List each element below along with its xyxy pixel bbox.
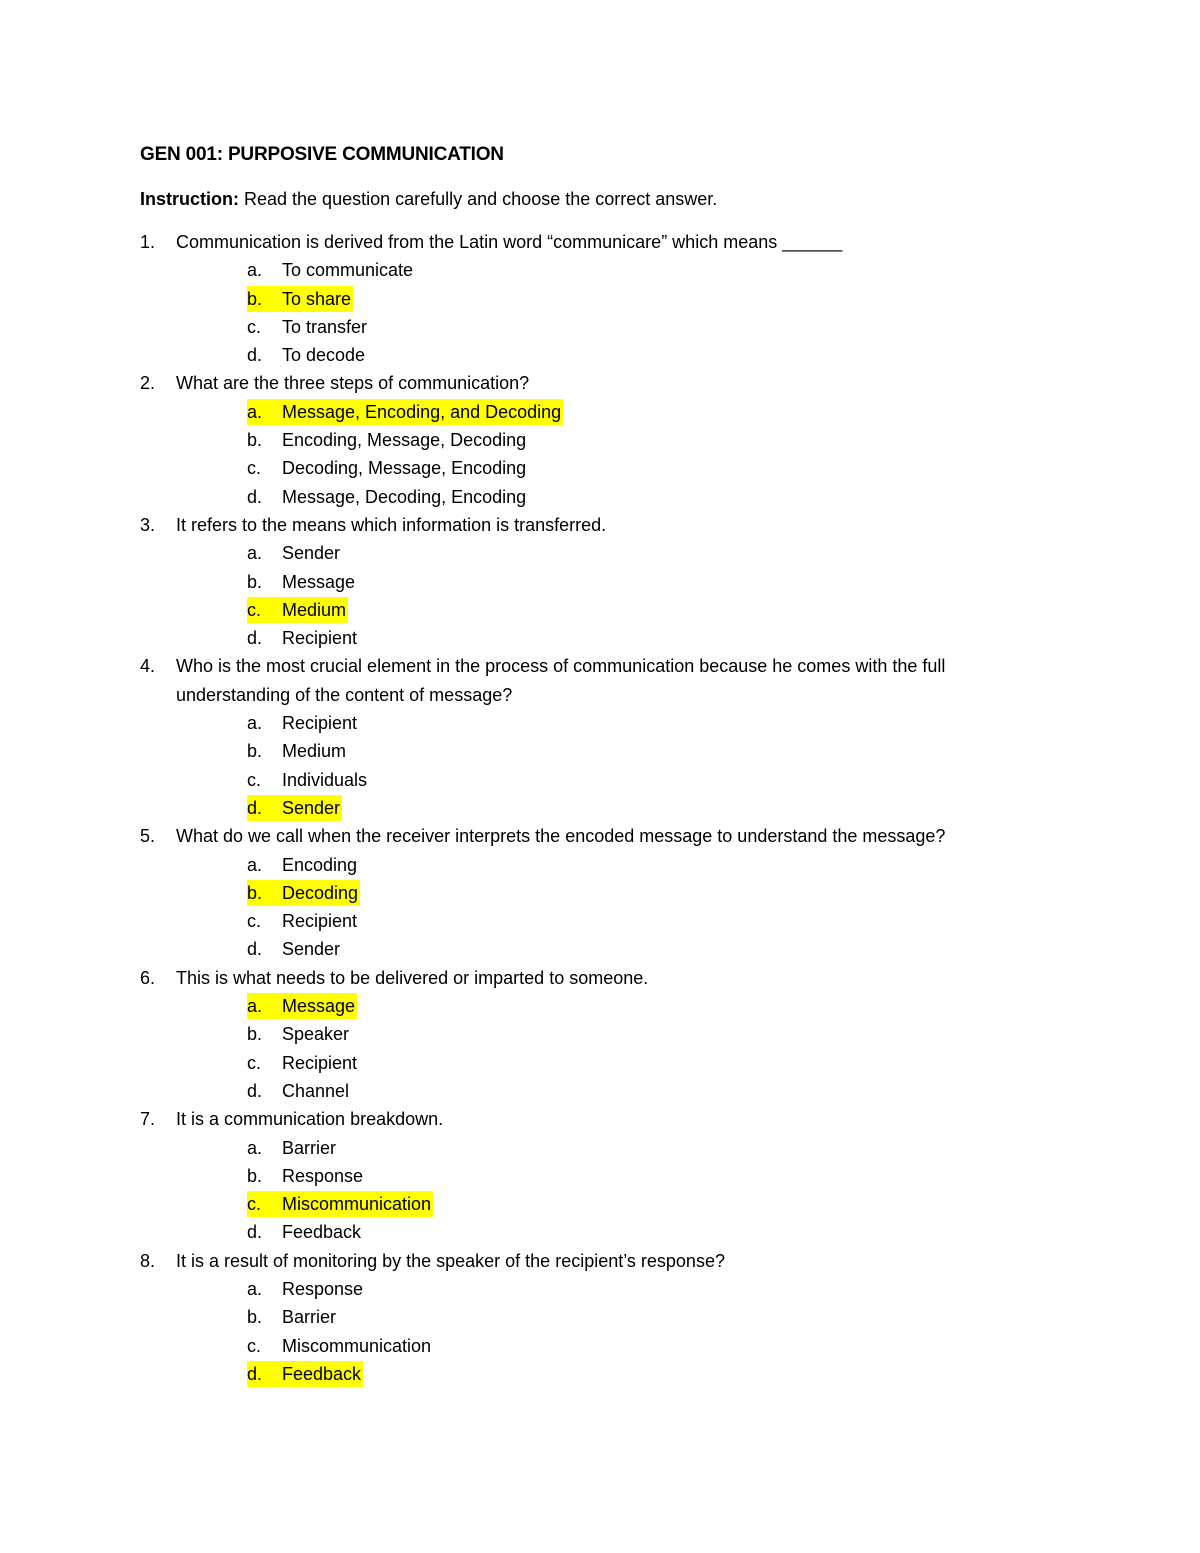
question-item xyxy=(140,822,1060,963)
option-text: To transfer xyxy=(282,316,368,337)
answer-option xyxy=(247,1020,1060,1048)
option-letter: b. xyxy=(247,288,263,309)
question-text: What are the three steps of communication? xyxy=(176,373,530,394)
option-letter: c. xyxy=(247,769,262,790)
option-text: Message, Decoding, Encoding xyxy=(282,486,527,507)
option-text: Encoding, Message, Decoding xyxy=(282,430,527,451)
option-text: Channel xyxy=(282,1080,350,1101)
option-letter: b. xyxy=(247,430,263,451)
answer-body xyxy=(247,625,359,651)
answer-option xyxy=(247,426,1060,454)
answer-option-correct xyxy=(247,596,1060,624)
option-letter: d. xyxy=(247,939,263,960)
option-letter: d. xyxy=(247,628,263,649)
answer-option xyxy=(247,1049,1060,1077)
option-letter: c. xyxy=(247,1335,262,1356)
instruction-text: Read the question carefully and choose the correct answer. xyxy=(239,189,718,209)
question-number: 2. xyxy=(140,373,156,394)
answer-body xyxy=(247,484,528,510)
option-letter: b. xyxy=(247,882,263,903)
answer-body xyxy=(247,1078,351,1104)
answer-option xyxy=(247,1303,1060,1331)
option-letter: d. xyxy=(247,1222,263,1243)
answer-body xyxy=(247,738,348,764)
option-text: Recipient xyxy=(282,628,358,649)
option-letter: b. xyxy=(247,1165,263,1186)
question-item xyxy=(140,1105,1060,1246)
option-letter: c. xyxy=(247,458,262,479)
option-text: Decoding xyxy=(282,882,359,903)
option-text: Response xyxy=(282,1165,364,1186)
question-text: It is a result of monitoring by the speaker of the recipient’s response? xyxy=(176,1250,725,1271)
option-list xyxy=(176,992,1060,1105)
answer-highlight xyxy=(247,795,342,821)
answer-option-correct xyxy=(247,794,1060,822)
option-text: Sender xyxy=(282,543,341,564)
answer-option xyxy=(247,1077,1060,1105)
answer-body xyxy=(247,1021,351,1047)
question-item xyxy=(140,964,1060,1105)
answer-option xyxy=(247,313,1060,341)
option-letter: a. xyxy=(247,1278,263,1299)
option-text: Feedback xyxy=(282,1363,362,1384)
answer-body xyxy=(247,710,359,736)
answer-body xyxy=(247,908,359,934)
option-text: To share xyxy=(282,288,352,309)
option-text: Message, Encoding, and Decoding xyxy=(282,401,562,422)
question-text: This is what needs to be delivered or imparted to someone. xyxy=(176,967,649,988)
answer-option xyxy=(247,1332,1060,1360)
instruction-line xyxy=(140,184,1060,214)
question-text: Who is the most crucial element in the process of communication because he comes with the full understanding of the content of message? xyxy=(176,656,946,705)
option-text: Message xyxy=(282,996,356,1017)
option-letter: d. xyxy=(247,1363,263,1384)
option-letter: b. xyxy=(247,571,263,592)
answer-option xyxy=(247,766,1060,794)
answer-option xyxy=(247,935,1060,963)
option-letter: c. xyxy=(247,1194,262,1215)
question-text: It refers to the means which information is transferred. xyxy=(176,514,607,535)
answer-option-correct xyxy=(247,398,1060,426)
option-letter: c. xyxy=(247,1052,262,1073)
question-item xyxy=(140,511,1060,652)
answer-option-correct xyxy=(247,285,1060,313)
option-letter: a. xyxy=(247,401,263,422)
option-text: Recipient xyxy=(282,1052,358,1073)
answer-option xyxy=(247,1218,1060,1246)
answer-body xyxy=(247,1219,363,1245)
question-text: What do we call when the receiver interprets the encoded message to understand the message? xyxy=(176,826,946,847)
option-text: To decode xyxy=(282,345,366,366)
answer-body xyxy=(247,427,528,453)
question-text: It is a communication breakdown. xyxy=(176,1109,444,1130)
option-text: Medium xyxy=(282,741,347,762)
answer-body xyxy=(247,540,342,566)
option-text: Speaker xyxy=(282,1024,350,1045)
option-list xyxy=(176,539,1060,652)
answer-body xyxy=(247,1135,338,1161)
answer-body xyxy=(247,1333,433,1359)
question-item xyxy=(140,369,1060,510)
answer-highlight xyxy=(247,1361,363,1387)
answer-body xyxy=(247,1276,365,1302)
answer-highlight xyxy=(247,1191,433,1217)
answer-highlight xyxy=(247,880,360,906)
option-letter: d. xyxy=(247,797,263,818)
option-letter: d. xyxy=(247,1080,263,1101)
answer-highlight xyxy=(247,993,357,1019)
answer-option xyxy=(247,1134,1060,1162)
option-letter: a. xyxy=(247,260,263,281)
answer-option xyxy=(247,1275,1060,1303)
option-text: Feedback xyxy=(282,1222,362,1243)
option-text: Sender xyxy=(282,797,341,818)
option-list xyxy=(176,1134,1060,1247)
option-list xyxy=(176,398,1060,511)
answer-body xyxy=(247,342,367,368)
question-item xyxy=(140,652,1060,822)
question-number: 7. xyxy=(140,1109,156,1130)
option-text: To communicate xyxy=(282,260,414,281)
answer-body xyxy=(247,767,369,793)
answer-highlight xyxy=(247,399,563,425)
question-number: 1. xyxy=(140,232,156,252)
option-text: Barrier xyxy=(282,1307,337,1328)
option-letter: a. xyxy=(247,854,263,875)
option-list xyxy=(176,851,1060,964)
answer-option xyxy=(247,737,1060,765)
answer-body xyxy=(247,455,528,481)
option-list xyxy=(176,256,1060,369)
answer-option-correct xyxy=(247,992,1060,1020)
answer-body xyxy=(247,936,342,962)
answer-option xyxy=(247,709,1060,737)
option-letter: a. xyxy=(247,543,263,564)
option-text: Individuals xyxy=(282,769,368,790)
option-text: Recipient xyxy=(282,713,358,734)
option-letter: c. xyxy=(247,599,262,620)
option-letter: c. xyxy=(247,911,262,932)
option-text: Miscommunication xyxy=(282,1194,432,1215)
question-list xyxy=(140,228,1060,1388)
question-number: 4. xyxy=(140,656,156,677)
option-letter: a. xyxy=(247,1137,263,1158)
option-letter: c. xyxy=(247,316,262,337)
answer-option xyxy=(247,256,1060,284)
answer-body xyxy=(247,314,369,340)
answer-body xyxy=(247,852,359,878)
question-number: 6. xyxy=(140,967,156,988)
answer-option xyxy=(247,454,1060,482)
option-text: Sender xyxy=(282,939,341,960)
answer-option-correct xyxy=(247,1360,1060,1388)
answer-highlight xyxy=(247,597,348,623)
option-text: Encoding xyxy=(282,854,358,875)
question-item xyxy=(140,1247,1060,1388)
option-text: Miscommunication xyxy=(282,1335,432,1356)
answer-option xyxy=(247,1162,1060,1190)
option-letter: a. xyxy=(247,996,263,1017)
option-letter: b. xyxy=(247,1307,263,1328)
document-title: GEN 001: PURPOSIVE COMMUNICATION xyxy=(140,144,504,165)
question-text: Communication is derived from the Latin word “communicare” which means ______ xyxy=(176,232,843,252)
question-number: 5. xyxy=(140,826,156,847)
option-text: Response xyxy=(282,1278,364,1299)
option-letter: b. xyxy=(247,741,263,762)
option-text: Barrier xyxy=(282,1137,337,1158)
question-number: 3. xyxy=(140,514,156,535)
option-list xyxy=(176,709,1060,822)
answer-option xyxy=(247,624,1060,652)
answer-body xyxy=(247,1050,359,1076)
option-letter: a. xyxy=(247,713,263,734)
answer-body xyxy=(247,1163,365,1189)
document-content xyxy=(140,140,1060,1388)
answer-body xyxy=(247,1304,338,1330)
question-item xyxy=(140,228,1060,369)
option-letter: d. xyxy=(247,486,263,507)
answer-highlight xyxy=(247,286,353,312)
option-letter: b. xyxy=(247,1024,263,1045)
option-letter: d. xyxy=(247,345,263,366)
option-text: Recipient xyxy=(282,911,358,932)
answer-body xyxy=(247,257,415,283)
option-text: Decoding, Message, Encoding xyxy=(282,458,527,479)
option-list xyxy=(176,1275,1060,1388)
answer-option xyxy=(247,341,1060,369)
answer-option-correct xyxy=(247,879,1060,907)
option-text: Medium xyxy=(282,599,347,620)
answer-option-correct xyxy=(247,1190,1060,1218)
answer-option xyxy=(247,568,1060,596)
instruction-label: Instruction: xyxy=(140,189,239,209)
answer-option xyxy=(247,539,1060,567)
answer-body xyxy=(247,569,357,595)
answer-option xyxy=(247,851,1060,879)
question-number: 8. xyxy=(140,1250,156,1271)
answer-option xyxy=(247,483,1060,511)
option-text: Message xyxy=(282,571,356,592)
answer-option xyxy=(247,907,1060,935)
